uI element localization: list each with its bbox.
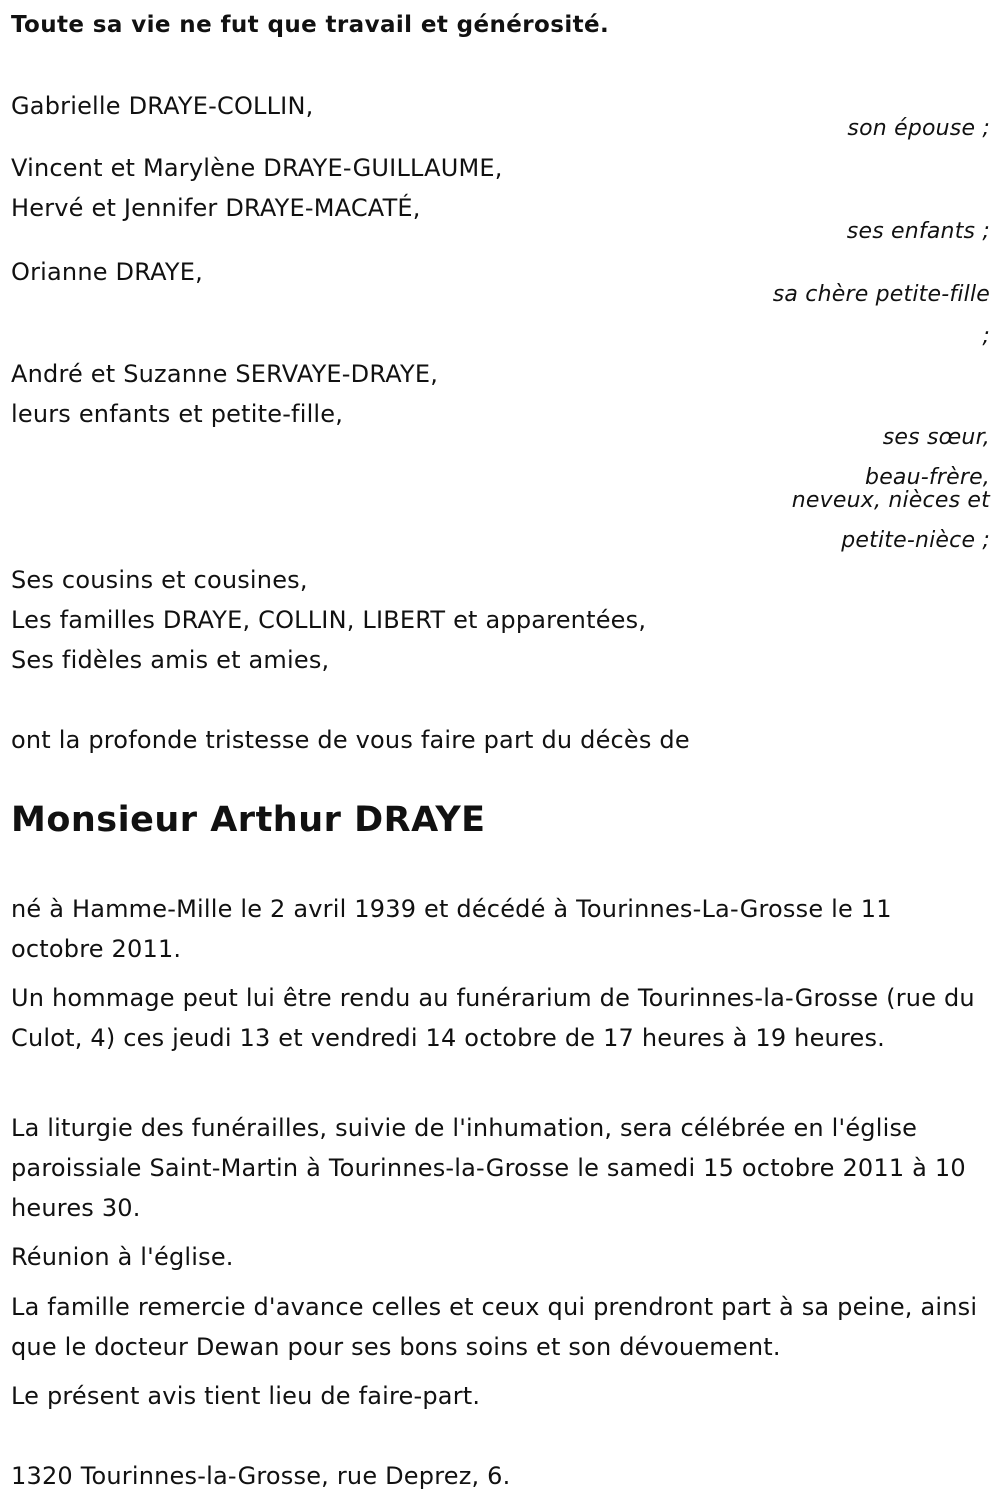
meeting-paragraph: Réunion à l'église. bbox=[11, 1243, 234, 1271]
granddaughter-name: Orianne DRAYE, bbox=[11, 258, 203, 286]
siblings-role-2: beau-frère, bbox=[865, 465, 990, 490]
siblings-role-3: neveux, nièces et bbox=[791, 488, 990, 513]
tribute-paragraph: Un hommage peut lui être rendu au funérarium de Tourinnes-la-Grosse (rue du Culot, 4) ces jeudi 13 et vendredi 14 octobre de 17 heures à 19 heures. bbox=[11, 984, 975, 1052]
siblings-role-1: ses sœur, bbox=[882, 425, 990, 450]
sibling-line-1: André et Suzanne SERVAYE-DRAYE, bbox=[11, 360, 439, 388]
motto: Toute sa vie ne fut que travail et générosité. bbox=[11, 12, 610, 38]
cousins-line: Ses cousins et cousines, bbox=[11, 566, 308, 594]
granddaughter-role-end: ; bbox=[982, 324, 990, 349]
friends-line: Ses fidèles amis et amies, bbox=[11, 646, 330, 674]
announcement-text: ont la profonde tristesse de vous faire part du décès de bbox=[11, 726, 690, 754]
children-role: ses enfants ; bbox=[846, 219, 990, 244]
siblings-role-4: petite-nièce ; bbox=[841, 528, 990, 553]
liturgy-paragraph: La liturgie des funérailles, suivie de l'inhumation, sera célébrée en l'église paroissiale Saint-Martin à Tourinnes-la-Grosse le samedi 15 octobre 2011 à 10 heures 30. bbox=[11, 1114, 966, 1222]
spouse-name: Gabrielle DRAYE-COLLIN, bbox=[11, 92, 314, 120]
spouse-role: son épouse ; bbox=[847, 116, 990, 141]
deceased-name: Monsieur Arthur DRAYE bbox=[11, 800, 486, 840]
child-line-1: Vincent et Marylène DRAYE-GUILLAUME, bbox=[11, 154, 503, 182]
families-line: Les familles DRAYE, COLLIN, LIBERT et apparentées, bbox=[11, 606, 647, 634]
sibling-line-2: leurs enfants et petite-fille, bbox=[11, 400, 344, 428]
notice-paragraph: Le présent avis tient lieu de faire-part. bbox=[11, 1382, 481, 1410]
granddaughter-role: sa chère petite-fille bbox=[772, 282, 990, 307]
child-line-2: Hervé et Jennifer DRAYE-MACATÉ, bbox=[11, 194, 421, 222]
thanks-paragraph: La famille remercie d'avance celles et ceux qui prendront part à sa peine, ainsi que le docteur Dewan pour ses bons soins et son dévouement. bbox=[11, 1293, 978, 1361]
address-line: 1320 Tourinnes-la-Grosse, rue Deprez, 6. bbox=[11, 1462, 511, 1490]
birth-death-paragraph: né à Hamme-Mille le 2 avril 1939 et décédé à Tourinnes-La-Grosse le 11 octobre 2011. bbox=[11, 895, 892, 963]
